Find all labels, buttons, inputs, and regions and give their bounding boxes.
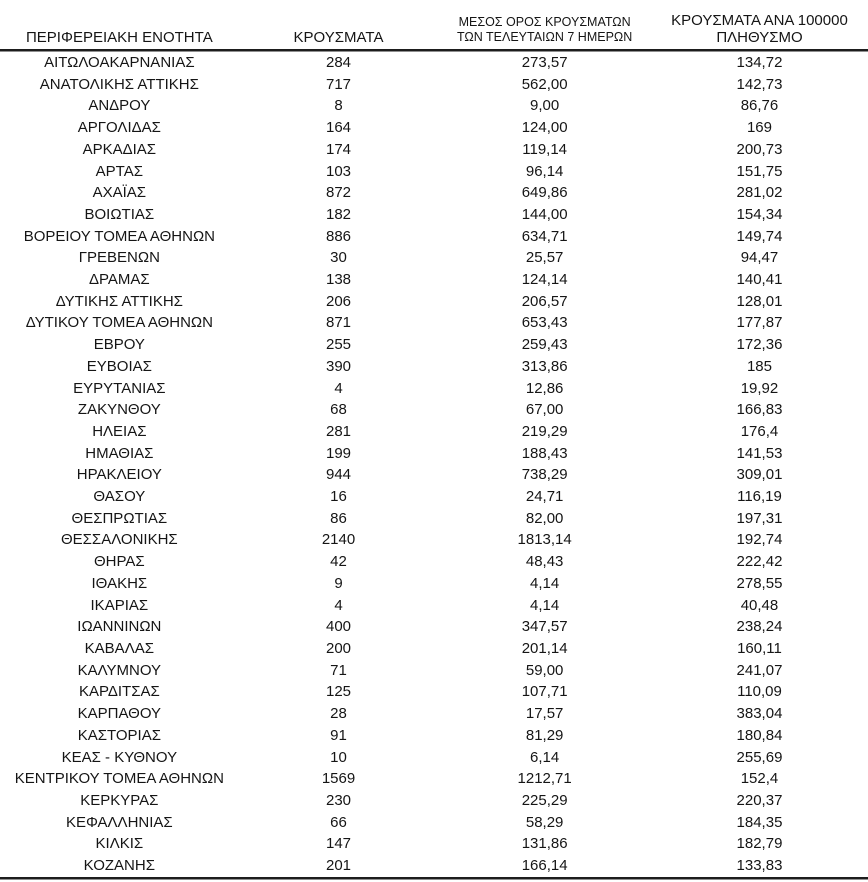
table-row (0, 833, 868, 855)
region-name-cell: ΙΩΑΝΝΙΝΩΝ (77, 618, 162, 636)
avg-7day-cell: 1813,14 (517, 531, 572, 549)
table-row (0, 464, 868, 486)
avg-7day-cell: 17,57 (525, 705, 564, 723)
per-100k-cell: 184,35 (736, 813, 783, 831)
cases-cell: 281 (325, 422, 352, 440)
region-name-cell: ΘΕΣΠΡΩΤΙΑΣ (71, 509, 168, 527)
per-100k-cell: 255,69 (736, 748, 783, 766)
avg-7day-cell: 219,29 (521, 422, 568, 440)
table-row (0, 356, 868, 378)
cases-cell: 886 (325, 227, 352, 245)
table-row (0, 161, 868, 183)
avg-7day-cell: 25,57 (525, 249, 564, 267)
region-name-cell: ΚΑΡΠΑΘΟΥ (77, 705, 162, 723)
cases-cell: 717 (325, 75, 352, 93)
cases-cell: 16 (330, 488, 347, 506)
region-name-cell: ΕΒΡΟΥ (93, 336, 145, 354)
col-header-per-100k-line2: ΠΛΗΘΥΣΜΟ (716, 29, 803, 46)
table-row (0, 291, 868, 313)
table-row (0, 312, 868, 334)
avg-7day-cell: 4,14 (530, 596, 560, 614)
avg-7day-cell: 9,00 (530, 97, 560, 115)
avg-7day-cell: 273,57 (438, 51, 651, 74)
avg-7day-cell: 347,57 (521, 618, 568, 636)
region-name-cell: ΒΟΙΩΤΙΑΣ (84, 205, 155, 223)
per-100k-cell: 182,79 (736, 835, 783, 853)
col-header-region-label: ΠΕΡΙΦΕΡΕΙΑΚΗ ΕΝΟΤΗΤΑ (25, 29, 213, 46)
table-row (0, 790, 868, 812)
avg-7day-cell: 225,29 (521, 791, 568, 809)
avg-7day-cell: 188,43 (521, 444, 568, 462)
avg-7day-cell: 96,14 (525, 162, 564, 180)
region-name-cell: ΚΑΡΔΙΤΣΑΣ (78, 683, 160, 701)
col-header-region (0, 0, 239, 51)
cases-cell: 8 (334, 97, 343, 115)
col-header-7day-avg-line1: ΜΕΣΟΣ ΟΡΟΣ ΚΡΟΥΣΜΑΤΩΝ (458, 15, 631, 29)
header-row (0, 0, 868, 51)
per-100k-cell: 149,74 (736, 227, 783, 245)
cases-cell: 872 (325, 184, 352, 202)
avg-7day-cell: 313,86 (521, 357, 568, 375)
cases-cell: 66 (330, 813, 347, 831)
per-100k-cell: 180,84 (736, 726, 783, 744)
per-100k-cell: 133,83 (651, 855, 868, 879)
region-name-cell: ΔΥΤΙΚΟΥ ΤΟΜΕΑ ΑΘΗΝΩΝ (25, 314, 213, 332)
cases-cell: 86 (330, 509, 347, 527)
table-body (0, 51, 868, 879)
cases-cell: 30 (330, 249, 347, 267)
per-100k-cell: 142,73 (736, 75, 783, 93)
region-name-cell: ΚΑΛΥΜΝΟΥ (77, 661, 162, 679)
avg-7day-cell: 124,14 (521, 271, 568, 289)
table-row (0, 855, 868, 879)
per-100k-cell: 172,36 (736, 336, 783, 354)
cases-cell: 871 (325, 314, 352, 332)
cases-cell: 164 (325, 119, 352, 137)
region-name-cell: ΔΡΑΜΑΣ (88, 271, 150, 289)
table-header (0, 0, 868, 51)
cases-cell: 42 (330, 553, 347, 571)
per-100k-cell: 151,75 (736, 162, 783, 180)
per-100k-cell: 141,53 (736, 444, 783, 462)
per-100k-cell: 166,83 (736, 401, 783, 419)
table-row (0, 747, 868, 769)
cases-cell: 4 (334, 596, 343, 614)
table-row (0, 638, 868, 660)
region-name-cell: ΒΟΡΕΙΟΥ ΤΟΜΕΑ ΑΘΗΝΩΝ (23, 227, 215, 245)
cases-cell: 182 (325, 205, 352, 223)
region-name-cell: ΚΟΖΑΝΗΣ (0, 855, 239, 879)
per-100k-cell: 110,09 (737, 683, 782, 701)
region-name-cell: ΚΕΦΑΛΛΗΝΙΑΣ (65, 813, 173, 831)
per-100k-cell: 383,04 (736, 705, 783, 723)
per-100k-cell: 154,34 (736, 205, 783, 223)
region-name-cell: ΙΘΑΚΗΣ (91, 574, 148, 592)
col-header-cases-label: ΚΡΟΥΣΜΑΤΑ (293, 29, 384, 46)
region-name-cell: ΗΛΕΙΑΣ (92, 422, 147, 440)
avg-7day-cell: 738,29 (521, 466, 568, 484)
region-name-cell: ΘΕΣΣΑΛΟΝΙΚΗΣ (60, 531, 178, 549)
table-row (0, 529, 868, 551)
per-100k-cell: 152,4 (740, 770, 779, 788)
per-100k-cell: 197,31 (736, 509, 783, 527)
per-100k-cell: 176,4 (740, 422, 779, 440)
table-row (0, 443, 868, 465)
table-row (0, 74, 868, 96)
cases-cell: 91 (330, 726, 347, 744)
per-100k-cell: 128,01 (736, 292, 783, 310)
cases-cell: 103 (325, 162, 352, 180)
region-name-cell: ΑΙΤΩΛΟΑΚΑΡΝΑΝΙΑΣ (0, 51, 239, 74)
table-row (0, 182, 868, 204)
cases-cell: 138 (325, 271, 352, 289)
table-row (0, 573, 868, 595)
cases-cell: 201 (239, 855, 439, 879)
table-row (0, 508, 868, 530)
table-row (0, 226, 868, 248)
per-100k-cell: 116,19 (737, 488, 782, 506)
table-row (0, 421, 868, 443)
avg-7day-cell: 119,14 (522, 140, 568, 158)
region-name-cell: ΑΝΑΤΟΛΙΚΗΣ ΑΤΤΙΚΗΣ (39, 75, 199, 93)
region-name-cell: ΑΡΤΑΣ (95, 162, 144, 180)
cases-cell: 10 (330, 748, 347, 766)
avg-7day-cell: 144,00 (521, 205, 568, 223)
cases-cell: 71 (330, 661, 347, 679)
region-name-cell: ΙΚΑΡΙΑΣ (90, 596, 149, 614)
avg-7day-cell: 59,00 (525, 661, 564, 679)
region-name-cell: ΚΑΣΤΟΡΙΑΣ (77, 726, 161, 744)
table-row (0, 399, 868, 421)
table-row (0, 269, 868, 291)
region-name-cell: ΚΕΝΤΡΙΚΟΥ ΤΟΜΕΑ ΑΘΗΝΩΝ (14, 770, 224, 788)
cases-cell: 199 (325, 444, 352, 462)
per-100k-cell: 177,87 (736, 314, 783, 332)
cases-cell: 230 (325, 791, 352, 809)
table-row (0, 204, 868, 226)
table-row (0, 247, 868, 269)
avg-7day-cell: 166,14 (438, 855, 651, 879)
per-100k-cell: 241,07 (736, 661, 783, 679)
table-row (0, 117, 868, 139)
avg-7day-cell: 562,00 (521, 75, 568, 93)
cases-cell: 400 (325, 618, 352, 636)
col-header-per-100k (651, 0, 868, 51)
avg-7day-cell: 24,71 (525, 488, 564, 506)
avg-7day-cell: 48,43 (525, 553, 564, 571)
table-row (0, 551, 868, 573)
region-name-cell: ΑΝΔΡΟΥ (88, 97, 151, 115)
region-name-cell: ΑΡΓΟΛΙΔΑΣ (77, 119, 161, 137)
per-100k-cell: 40,48 (740, 596, 779, 614)
per-100k-cell: 238,24 (736, 618, 783, 636)
avg-7day-cell: 124,00 (521, 119, 568, 137)
region-name-cell: ΑΡΚΑΔΙΑΣ (82, 140, 157, 158)
region-name-cell: ΘΑΣΟΥ (93, 488, 146, 506)
region-name-cell: ΑΧΑΪΑΣ (92, 184, 147, 202)
region-name-cell: ΚΑΒΑΛΑΣ (84, 639, 154, 657)
region-name-cell: ΗΜΑΘΙΑΣ (85, 444, 154, 462)
per-100k-cell: 140,41 (736, 271, 783, 289)
per-100k-cell: 192,74 (736, 531, 783, 549)
cases-cell: 284 (239, 51, 439, 74)
table-row (0, 139, 868, 161)
col-header-cases (239, 0, 439, 51)
per-100k-cell: 281,02 (736, 184, 783, 202)
per-100k-cell: 19,92 (740, 379, 779, 397)
per-100k-cell: 134,72 (651, 51, 868, 74)
region-name-cell: ΔΥΤΙΚΗΣ ΑΤΤΙΚΗΣ (55, 292, 183, 310)
per-100k-cell: 278,55 (736, 574, 783, 592)
per-100k-cell: 94,47 (740, 249, 779, 267)
table-row (0, 768, 868, 790)
table-row (0, 486, 868, 508)
table-row (0, 595, 868, 617)
avg-7day-cell: 649,86 (521, 184, 568, 202)
avg-7day-cell: 12,86 (525, 379, 564, 397)
cases-cell: 944 (325, 466, 352, 484)
region-name-cell: ΖΑΚΥΝΘΟΥ (77, 401, 161, 419)
table-row (0, 334, 868, 356)
cases-cell: 206 (325, 292, 352, 310)
cases-cell: 174 (325, 140, 352, 158)
per-100k-cell: 222,42 (736, 553, 783, 571)
cases-cell: 2140 (321, 531, 356, 549)
table-row (0, 378, 868, 400)
region-name-cell: ΚΕΡΚΥΡΑΣ (80, 791, 159, 809)
per-100k-cell: 169 (746, 119, 772, 137)
avg-7day-cell: 4,14 (530, 574, 560, 592)
avg-7day-cell: 107,71 (521, 683, 568, 701)
region-name-cell: ΕΥΡΥΤΑΝΙΑΣ (73, 379, 166, 397)
per-100k-cell: 185 (746, 357, 772, 375)
table-row (0, 681, 868, 703)
cases-cell: 147 (325, 835, 352, 853)
avg-7day-cell: 6,14 (530, 748, 560, 766)
table-row (0, 95, 868, 117)
cases-cell: 125 (325, 683, 352, 701)
avg-7day-cell: 81,29 (525, 726, 564, 744)
region-name-cell: ΘΗΡΑΣ (94, 553, 145, 571)
per-100k-cell: 220,37 (736, 791, 783, 809)
cases-cell: 390 (325, 357, 352, 375)
avg-7day-cell: 131,86 (521, 835, 568, 853)
avg-7day-cell: 206,57 (521, 292, 568, 310)
region-name-cell: ΚΙΛΚΙΣ (95, 835, 144, 853)
avg-7day-cell: 58,29 (525, 813, 564, 831)
region-name-cell: ΚΕΑΣ - ΚΥΘΝΟΥ (61, 748, 178, 766)
avg-7day-cell: 653,43 (521, 314, 568, 332)
col-header-per-100k-line1: ΚΡΟΥΣΜΑΤΑ ΑΝΑ 100000 (671, 12, 848, 29)
table-row (0, 812, 868, 834)
table-row (0, 616, 868, 638)
avg-7day-cell: 634,71 (521, 227, 568, 245)
col-header-7day-avg-line2: ΤΩΝ ΤΕΛΕΥΤΑΙΩΝ 7 ΗΜΕΡΩΝ (456, 30, 633, 44)
per-100k-cell: 86,76 (740, 97, 779, 115)
table-row (0, 703, 868, 725)
cases-cell: 28 (330, 705, 347, 723)
cases-cell: 4 (334, 379, 343, 397)
per-100k-cell: 309,01 (736, 466, 783, 484)
region-name-cell: ΓΡΕΒΕΝΩΝ (78, 249, 160, 267)
per-100k-cell: 160,11 (737, 639, 782, 657)
cases-cell: 255 (325, 336, 352, 354)
table-row (0, 725, 868, 747)
avg-7day-cell: 67,00 (525, 401, 564, 419)
cases-cell: 1569 (321, 770, 356, 788)
cases-cell: 68 (330, 401, 347, 419)
avg-7day-cell: 259,43 (521, 336, 568, 354)
cases-cell: 200 (325, 639, 352, 657)
per-100k-cell: 200,73 (736, 140, 783, 158)
region-name-cell: ΗΡΑΚΛΕΙΟΥ (76, 466, 162, 484)
avg-7day-cell: 1212,71 (517, 770, 572, 788)
cases-cell: 9 (334, 574, 343, 592)
avg-7day-cell: 201,14 (521, 639, 568, 657)
region-name-cell: ΕΥΒΟΙΑΣ (86, 357, 152, 375)
col-header-7day-avg (438, 0, 651, 51)
avg-7day-cell: 82,00 (525, 509, 564, 527)
table-row (0, 660, 868, 682)
table-row (0, 51, 868, 74)
